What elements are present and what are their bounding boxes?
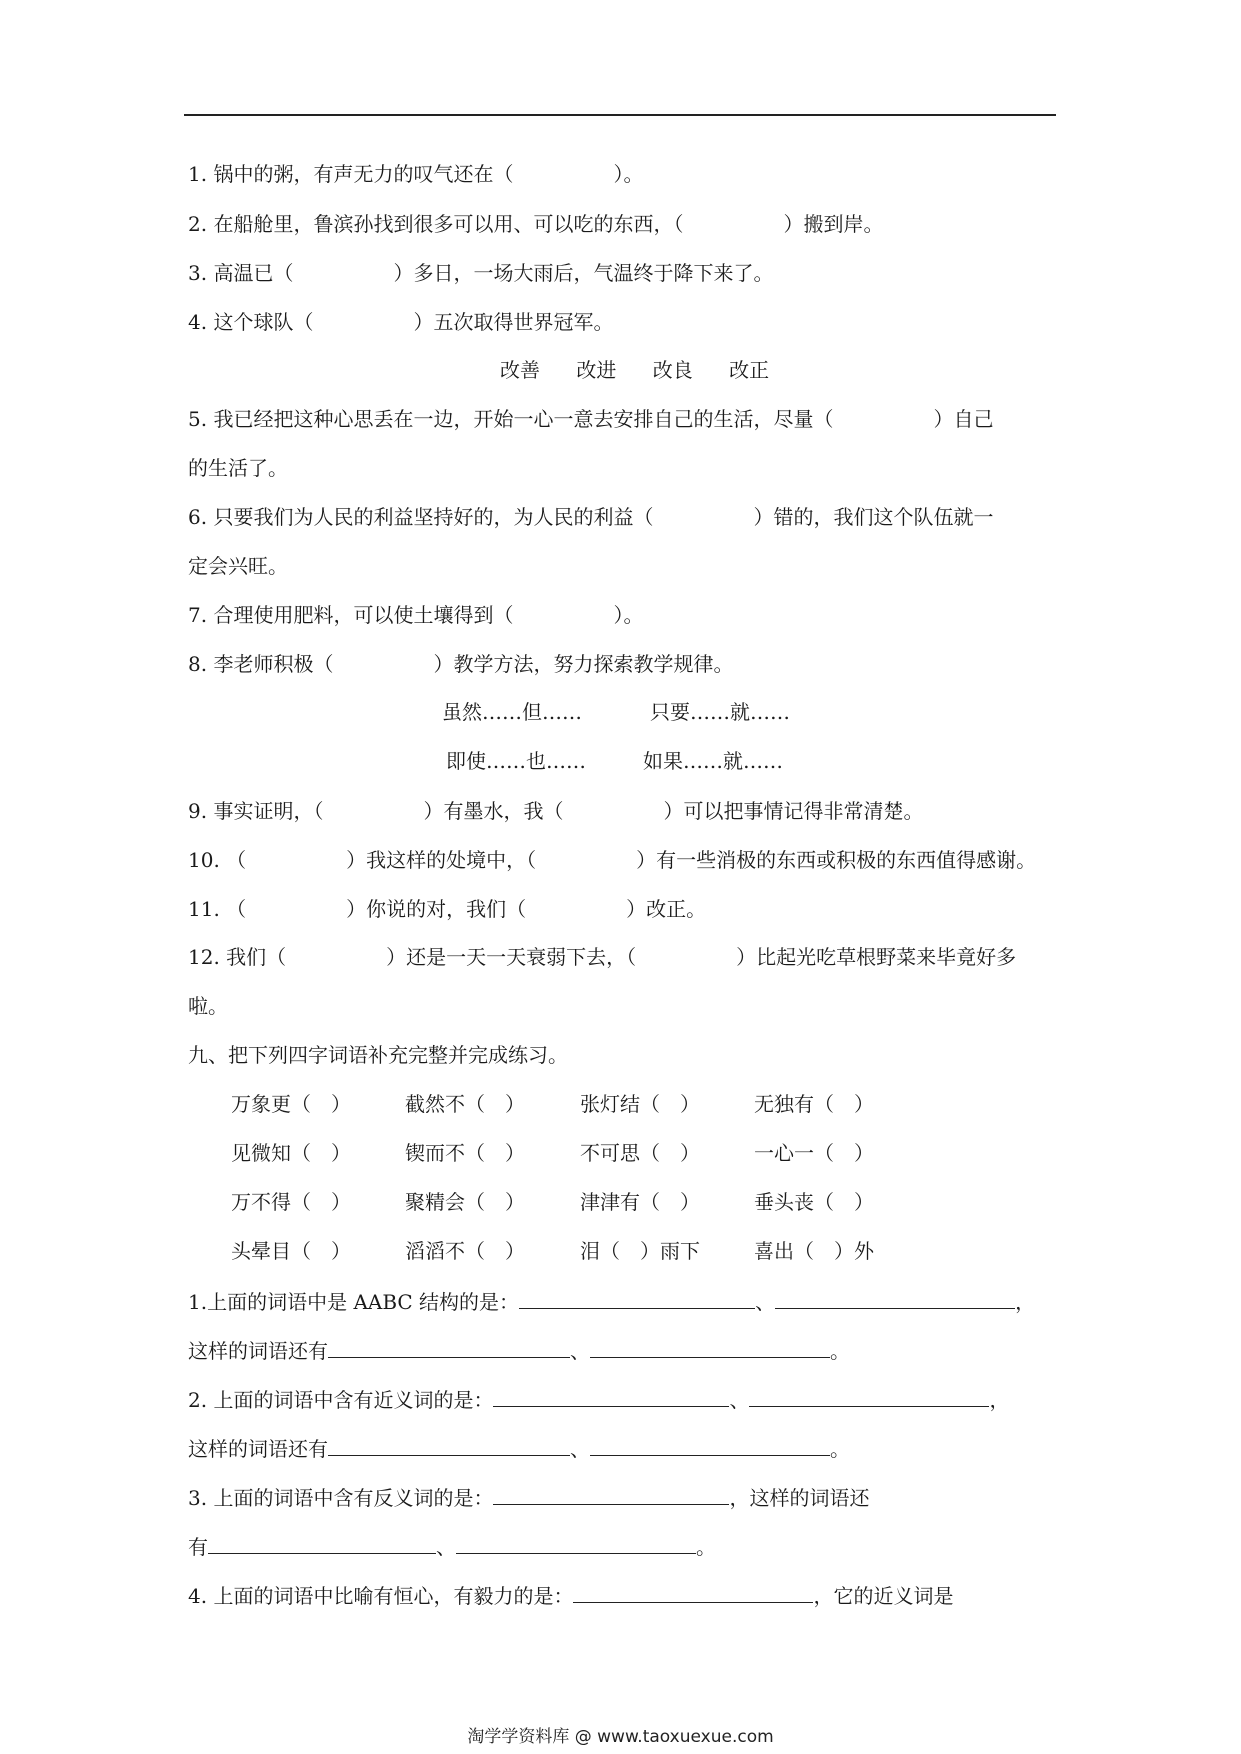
exercise-1-line2: [188, 1337, 850, 1363]
exercise-prompt: 2. 上面的词语中含有近义词的是：: [188, 1388, 494, 1412]
separator: 、: [436, 1535, 456, 1559]
answer-blank[interactable]: [456, 1533, 696, 1554]
question-1: 1. 锅中的粥，有声无力的叹气还在（ ）。: [188, 162, 644, 186]
idiom-item: 锲而不（ ）: [405, 1141, 525, 1165]
answer-blank[interactable]: [493, 1386, 729, 1407]
answer-blank[interactable]: [590, 1337, 830, 1358]
question-12-line1: 12. 我们（ ）还是一天一天衰弱下去，（ ）比起光吃草根野菜来毕竟好多: [188, 945, 1017, 969]
exercise-prompt: 这样的词语还有: [188, 1339, 328, 1363]
separator: 。: [696, 1535, 716, 1559]
word-option: 改善: [500, 358, 540, 382]
idiom-item: 聚精会（ ）: [405, 1190, 525, 1214]
exercise-prompt: 这样的词语还有: [188, 1437, 328, 1461]
exercise-prompt: ，它的近义词是: [813, 1584, 954, 1608]
idiom-item: 万不得（ ）: [231, 1190, 351, 1214]
exercise-3-line1: [188, 1484, 869, 1510]
exercise-prompt: 3. 上面的词语中含有反义词的是：: [188, 1486, 494, 1510]
idiom-item: 一心一（ ）: [754, 1141, 874, 1165]
conjunction-option: 即使……也……: [446, 749, 586, 773]
idiom-item: 津津有（ ）: [580, 1190, 700, 1214]
header-rule: [184, 114, 1056, 116]
answer-blank[interactable]: [208, 1533, 436, 1554]
word-options-row: [500, 358, 769, 382]
question-6-line2: 定会兴旺。: [188, 554, 288, 578]
idiom-item: 无独有（ ）: [754, 1092, 874, 1116]
question-12-line2: 啦。: [188, 994, 228, 1018]
answer-blank[interactable]: [749, 1386, 989, 1407]
idiom-item: 滔滔不（ ）: [405, 1239, 525, 1263]
separator: 、: [755, 1290, 776, 1314]
idiom-item: 张灯结（ ）: [580, 1092, 700, 1116]
word-option: 改正: [729, 358, 770, 382]
separator: 、: [729, 1388, 750, 1412]
exercise-prompt: 1.上面的词语中是 AABC 结构的是：: [188, 1290, 520, 1314]
idiom-item: 喜出（ ）外: [754, 1239, 874, 1263]
question-5-line2: 的生活了。: [188, 456, 288, 480]
question-10: 10. （ ）我这样的处境中，（ ）有一些消极的东西或积极的东西值得感谢。: [188, 848, 1037, 872]
idiom-item: 万象更（ ）: [231, 1092, 351, 1116]
idiom-item: 见微知（ ）: [231, 1141, 351, 1165]
question-9: 9. 事实证明，（ ）有墨水，我（ ）可以把事情记得非常清楚。: [188, 799, 924, 823]
question-5-line1: 5. 我已经把这种心思丢在一边，开始一心一意去安排自己的生活，尽量（ ）自己: [188, 407, 994, 431]
exercise-prompt: 4. 上面的词语中比喻有恒心，有毅力的是：: [188, 1584, 574, 1608]
answer-blank[interactable]: [493, 1484, 729, 1505]
answer-blank[interactable]: [519, 1288, 755, 1309]
question-4: 4. 这个球队（ ）五次取得世界冠军。: [188, 310, 614, 334]
answer-blank[interactable]: [775, 1288, 1015, 1309]
idiom-item: 截然不（ ）: [405, 1092, 525, 1116]
answer-blank[interactable]: [573, 1582, 813, 1603]
idiom-item: 泪（ ）雨下: [580, 1239, 700, 1263]
separator: ，: [989, 1388, 1010, 1412]
question-3: 3. 高温已（ ）多日，一场大雨后，气温终于降下来了。: [188, 261, 774, 285]
exercise-prompt: 有: [188, 1535, 208, 1559]
conjunction-option: 只要……就……: [650, 700, 790, 724]
answer-blank[interactable]: [590, 1435, 830, 1456]
exercise-prompt: ，这样的词语还: [729, 1486, 870, 1510]
answer-blank[interactable]: [328, 1435, 570, 1456]
answer-blank[interactable]: [328, 1337, 570, 1358]
conjunction-option: 虽然……但……: [442, 700, 582, 724]
separator: 、: [570, 1437, 590, 1461]
question-8: 8. 李老师积极（ ）教学方法，努力探索教学规律。: [188, 652, 734, 676]
conjunction-option: 如果……就……: [643, 749, 783, 773]
question-2: 2. 在船舱里，鲁滨孙找到很多可以用、可以吃的东西，（ ）搬到岸。: [188, 212, 884, 236]
idiom-item: 头晕目（ ）: [231, 1239, 351, 1263]
section-9-heading: 九、把下列四字词语补充完整并完成练习。: [188, 1043, 568, 1067]
question-6-line1: 6. 只要我们为人民的利益坚持好的，为人民的利益（ ）错的，我们这个队伍就一: [188, 505, 994, 529]
word-option: 改良: [652, 358, 693, 382]
question-7: 7. 合理使用肥料，可以使土壤得到（ ）。: [188, 603, 644, 627]
separator: 。: [830, 1339, 850, 1363]
exercise-4-line1: [188, 1582, 953, 1608]
exercise-2-line1: [188, 1386, 1009, 1412]
idiom-item: 垂头丧（ ）: [754, 1190, 874, 1214]
footer-watermark: 淘学学资料库 @ www.taoxuexue.com: [467, 1727, 774, 1747]
exercise-2-line2: [188, 1435, 850, 1461]
word-option: 改进: [576, 358, 617, 382]
idiom-item: 不可思（ ）: [580, 1141, 700, 1165]
separator: ，: [1015, 1290, 1036, 1314]
separator: 、: [570, 1339, 590, 1363]
question-11: 11. （ ）你说的对，我们（ ）改正。: [188, 897, 707, 921]
separator: 。: [830, 1437, 850, 1461]
exercise-3-line2: [188, 1533, 716, 1559]
exercise-1-line1: [188, 1288, 1035, 1314]
